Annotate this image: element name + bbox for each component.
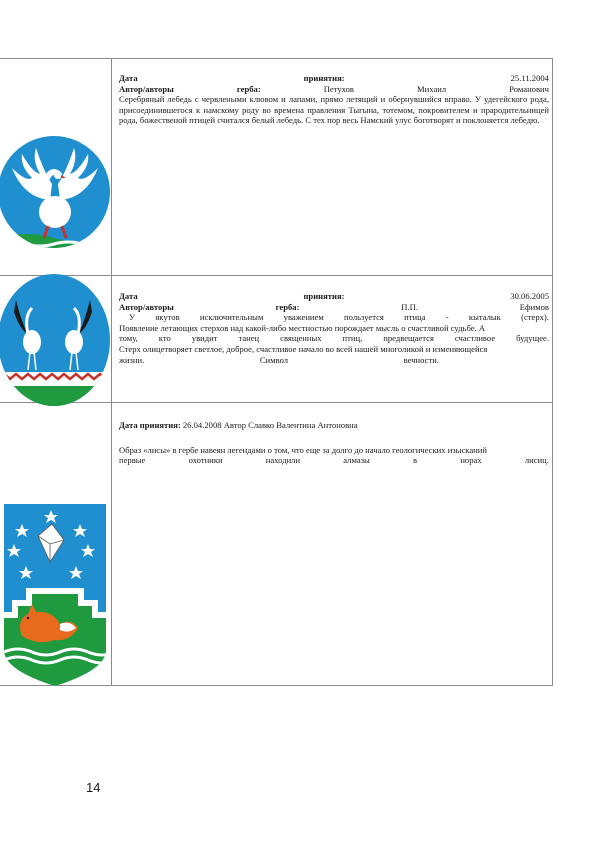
word: птиц, — [342, 333, 363, 344]
word: охотники — [188, 455, 223, 466]
row2-date-line — [119, 291, 549, 302]
date-value: 30.06.2005 — [510, 291, 549, 301]
row2-line — [119, 312, 549, 323]
row3-text — [119, 420, 549, 466]
word: (стерх). — [521, 312, 549, 323]
accepted-label: принятия: — [303, 291, 345, 301]
row2-line — [119, 323, 549, 334]
word: У — [129, 312, 136, 323]
row2-line — [119, 355, 439, 366]
word: пользуется — [344, 312, 384, 323]
word: исключительным — [199, 312, 264, 323]
row3-para-line — [119, 455, 549, 466]
date-value: 25.11.2004 — [510, 73, 549, 83]
row2-line — [119, 344, 549, 355]
author-part: Петухов — [323, 83, 354, 94]
author-part: Романович — [509, 83, 549, 94]
row1-description: Серебряный лебедь с червлеными клювом и лапами, прямо летящий и обернувшийся вправо. У удегейского рода, присоединившегося к намскому роду во времена правления Тыгына, тотемом, покровителем и прародительницей рода, божественой птицей считался белый лебедь. С тех пор весь Намский улус боготворят и поклоняется лебедю. — [119, 94, 549, 126]
word: первые — [119, 455, 146, 466]
fox-coat-of-arms-icon — [0, 500, 112, 688]
coat-label: герба: — [275, 301, 300, 312]
coat-label: герба: — [236, 83, 261, 94]
word: жизни. — [119, 354, 145, 365]
cranes-coat-of-arms-icon — [0, 272, 112, 408]
swan-coat-of-arms-icon — [0, 120, 112, 278]
word: птица — [404, 312, 426, 323]
row2-author-line — [119, 302, 549, 313]
author-part: Ефимов — [519, 301, 549, 312]
row2-text — [119, 291, 549, 365]
row3-para-line: Образ «лисы» в гербе навеян легендами о том, что еще за долго до начало геологических изысканий — [119, 444, 487, 455]
row1-text — [119, 73, 549, 126]
word: увидит — [191, 333, 218, 344]
authors-label: Автор/авторы — [119, 83, 174, 94]
date-label: Дата — [119, 291, 138, 301]
date-heading: Дата принятия: — [119, 420, 181, 430]
author-part: Михаил — [417, 83, 447, 94]
accepted-label: принятия: — [303, 73, 345, 83]
word: кто — [158, 333, 171, 344]
word: Символ — [259, 354, 289, 365]
author-part: П.П. — [401, 301, 418, 312]
date-label: Дата — [119, 73, 138, 83]
date-rest: 26.04.2008 Автор Славко Валентина Антоновна — [180, 420, 358, 430]
page-number: 14 — [86, 780, 101, 795]
word: вечности. — [403, 354, 439, 365]
text-line: Появление летающих стерхов над какой-либо местностью порождает мысль о счастливой судьбе. А — [119, 322, 486, 333]
word: тому, — [119, 333, 138, 344]
authors-label: Автор/авторы — [119, 301, 174, 312]
row1-date-line — [119, 73, 549, 84]
word: алмазы — [343, 455, 370, 466]
word: лисиц. — [524, 455, 549, 466]
row1-author-line — [119, 84, 549, 95]
word: в — [413, 455, 418, 466]
word: норах — [460, 455, 482, 466]
row3-date-line — [119, 420, 549, 431]
word: священных — [280, 333, 322, 344]
word: будущее. — [516, 333, 549, 344]
word: счастливое — [454, 333, 496, 344]
word: кыталык — [468, 312, 501, 323]
row2-line — [119, 333, 549, 344]
word: уважением — [283, 312, 324, 323]
word: якутов — [155, 312, 180, 323]
word: предвещается — [383, 333, 434, 344]
text-line: Стерх олицетворяет светлое, доброе, счастливое начало во всей нашей многоликой и изменяющейся — [119, 343, 488, 354]
word: - — [445, 312, 449, 323]
word: находили — [265, 455, 301, 466]
word: танец — [238, 333, 260, 344]
